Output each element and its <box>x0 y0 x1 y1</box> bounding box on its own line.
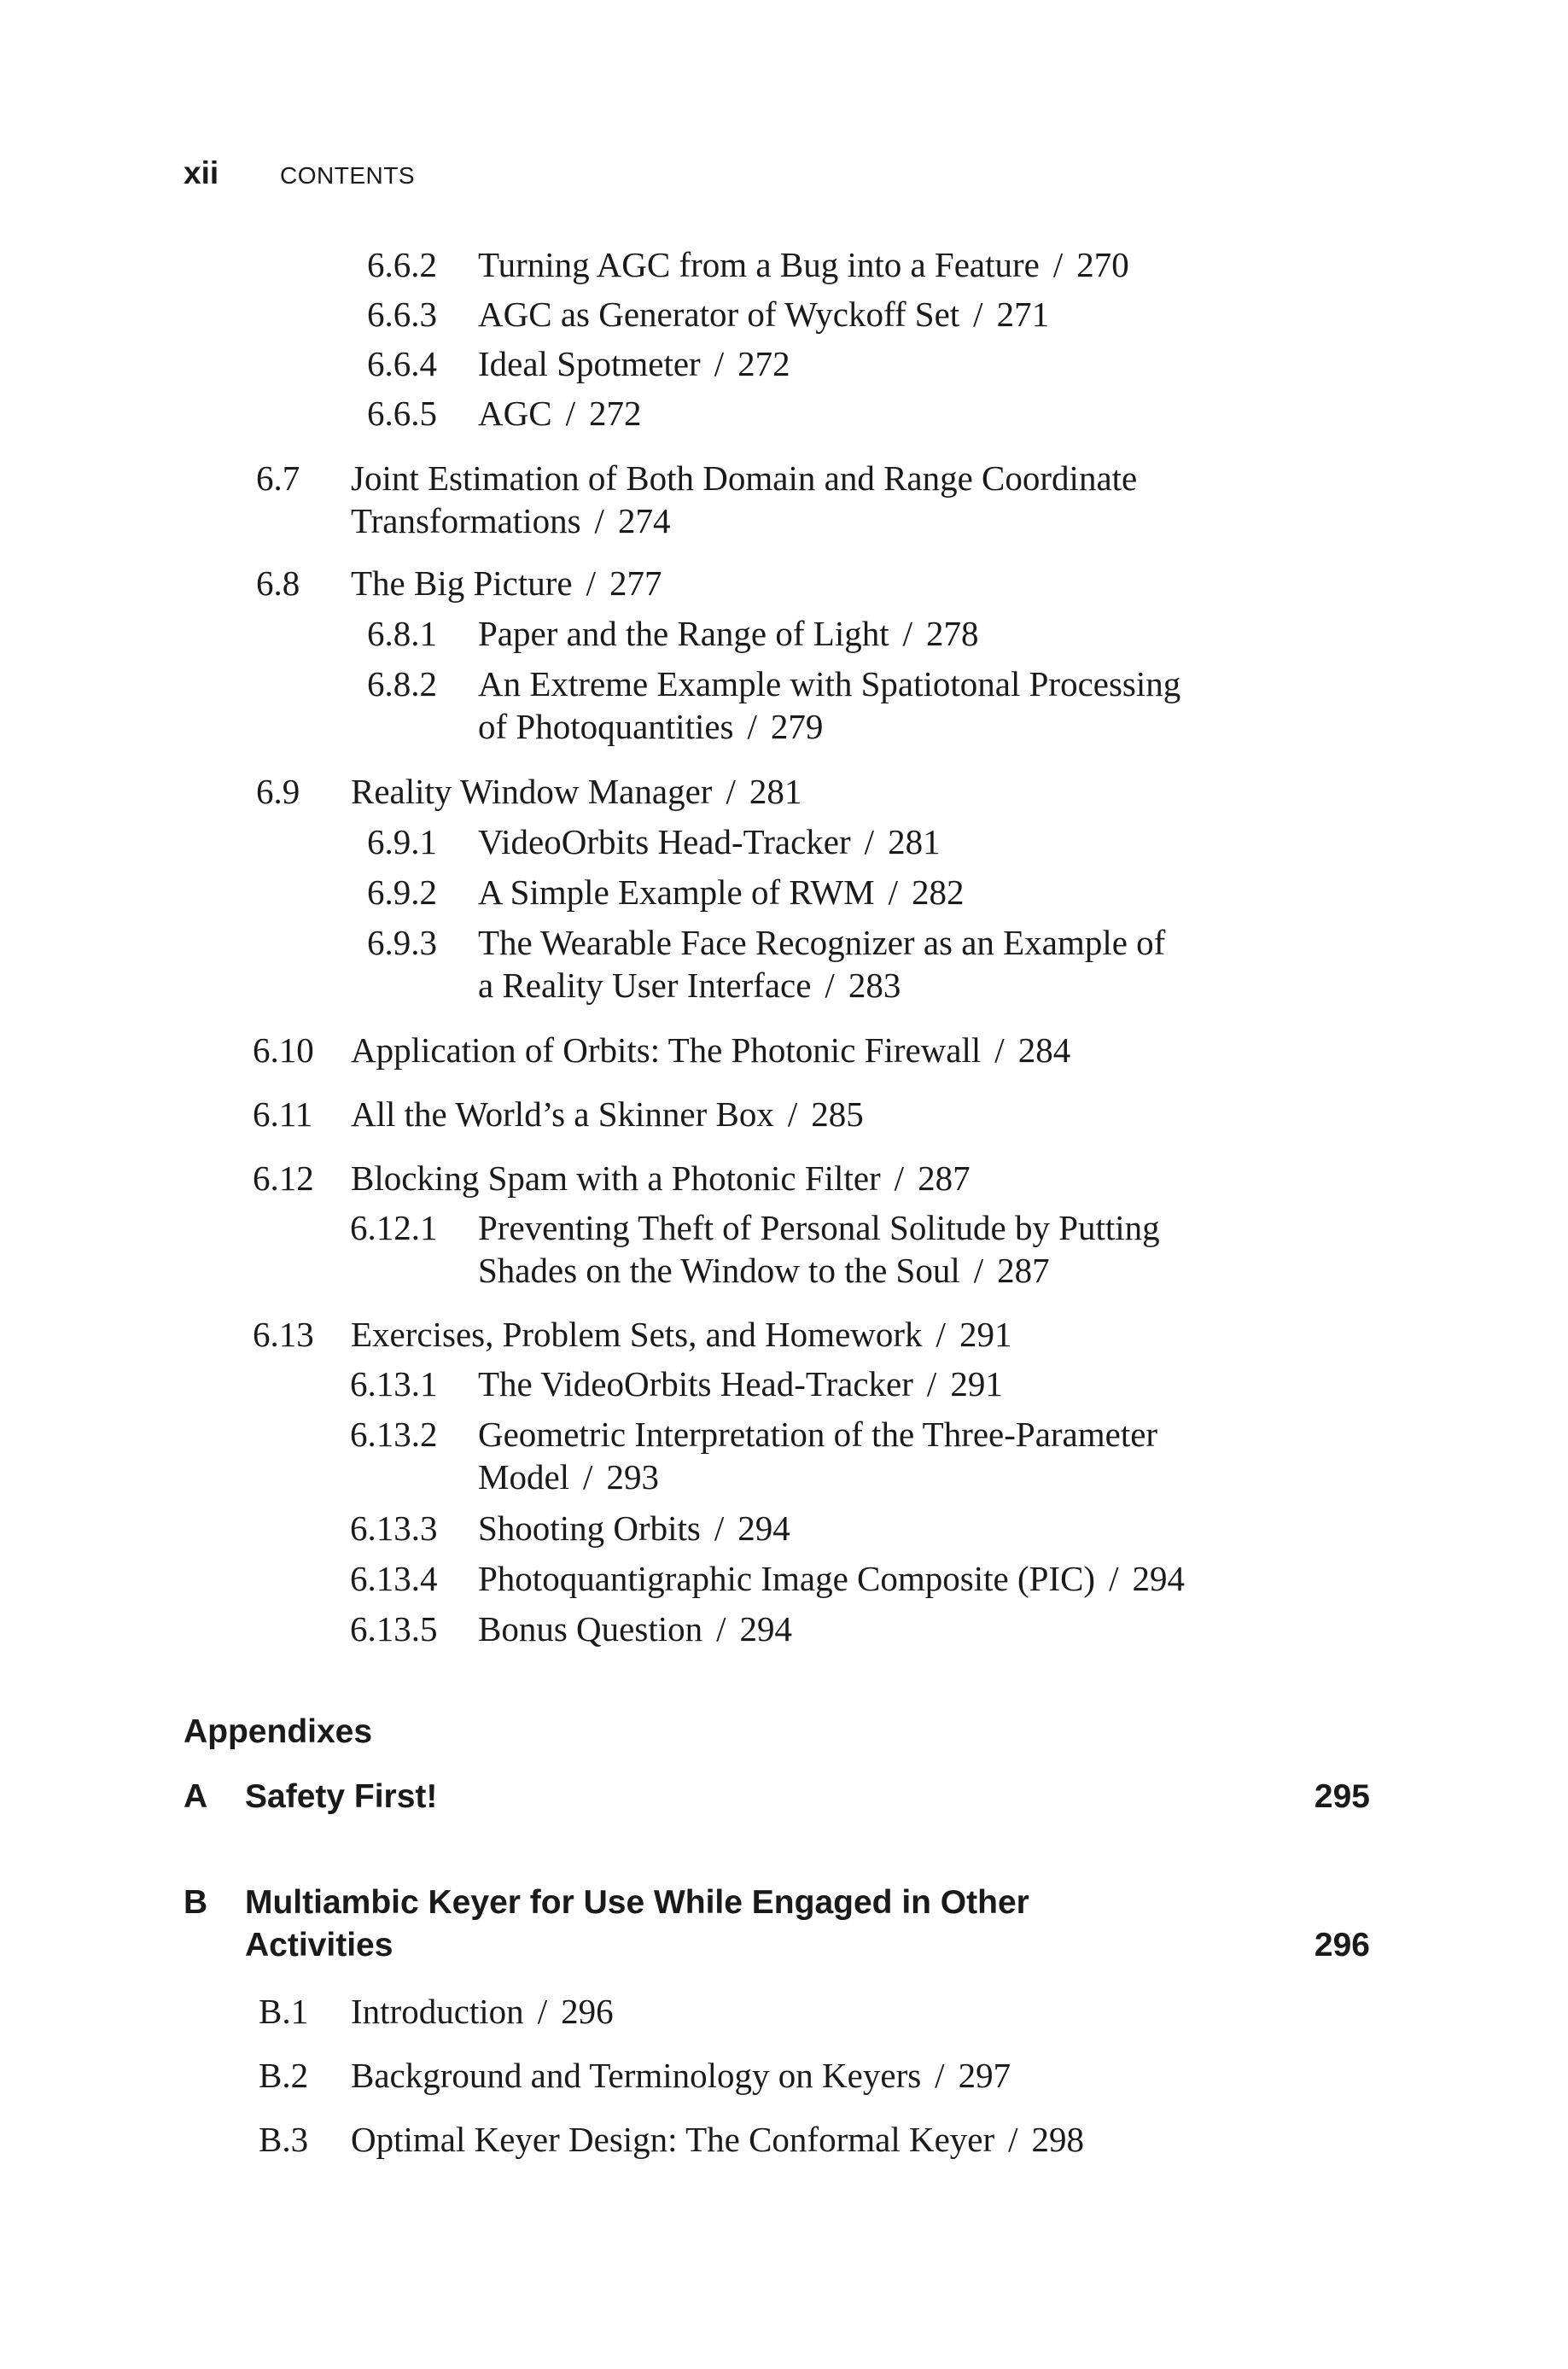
entry-title: Shades on the Window to the Soul / 287 <box>478 1251 1050 1290</box>
entry-title: Introduction / 296 <box>351 1992 614 2031</box>
entry-title: The Big Picture / 277 <box>351 563 662 603</box>
entry-title: The VideoOrbits Head-Tracker / 291 <box>478 1364 1003 1403</box>
entry-title: Exercises, Problem Sets, and Homework / 291 <box>351 1315 1012 1354</box>
entry-title: Geometric Interpretation of the Three-Parameter <box>478 1415 1158 1454</box>
entry-title: of Photoquantities / 279 <box>478 707 824 746</box>
appendix-letter: A <box>184 1778 208 1815</box>
entry-title: Ideal Spotmeter / 272 <box>478 344 790 383</box>
entry-page: 281 <box>888 822 941 861</box>
entry-title: The Wearable Face Recognizer as an Example of <box>478 923 1166 962</box>
entry-title: Reality Window Manager / 281 <box>351 772 802 811</box>
entry-title: Preventing Theft of Personal Solitude by Putting <box>478 1208 1160 1247</box>
entry-title: A Simple Example of RWM / 282 <box>478 872 965 912</box>
entry-title: Bonus Question / 294 <box>478 1609 793 1648</box>
appendix-page: 296 <box>1314 1927 1370 1963</box>
entry-page: 274 <box>617 501 671 540</box>
entry-page: 283 <box>848 966 901 1005</box>
entry-page: 272 <box>588 394 642 433</box>
entry-number: 6.6.5 <box>367 394 437 433</box>
entry-title: AGC / 272 <box>478 394 642 433</box>
entry-page: 298 <box>1031 2120 1085 2159</box>
entry-number: B.1 <box>259 1992 309 2031</box>
entry-title: Transformations / 274 <box>351 501 671 540</box>
entry-number: 6.13.2 <box>350 1415 438 1454</box>
entry-number: B.3 <box>259 2120 309 2159</box>
entry-page: 294 <box>1132 1559 1185 1598</box>
entry-title: Paper and the Range of Light / 278 <box>478 614 979 653</box>
appendix-title: Multiambic Keyer for Use While Engaged in Other <box>245 1884 1029 1921</box>
entry-number: 6.10 <box>253 1030 314 1070</box>
entry-title: a Reality User Interface / 283 <box>478 966 901 1005</box>
entry-number: 6.8.1 <box>367 614 437 653</box>
entry-page: 291 <box>950 1364 1003 1403</box>
entry-title: Background and Terminology on Keyers / 297 <box>351 2056 1011 2095</box>
entry-page: 282 <box>912 872 965 912</box>
entry-page: 293 <box>606 1457 659 1497</box>
entry-page: 287 <box>997 1251 1050 1290</box>
entry-title: An Extreme Example with Spatiotonal Processing <box>478 664 1181 703</box>
entry-page: 278 <box>926 614 979 653</box>
entry-number: 6.8.2 <box>367 664 437 703</box>
entry-number: 6.6.2 <box>367 245 437 284</box>
entry-page: 277 <box>609 563 662 603</box>
entry-title: Application of Orbits: The Photonic Firewall / 284 <box>351 1030 1071 1070</box>
entry-title: Shooting Orbits / 294 <box>478 1508 790 1548</box>
entry-number: 6.13.1 <box>350 1364 438 1403</box>
entry-title: Photoquantigraphic Image Composite (PIC) / 294 <box>478 1559 1185 1598</box>
entry-title: Turning AGC from a Bug into a Feature / 270 <box>478 245 1129 284</box>
entry-page: 272 <box>737 344 790 383</box>
entry-page: 271 <box>996 295 1050 334</box>
appendixes-heading: Appendixes <box>184 1713 373 1750</box>
entry-number: 6.13.4 <box>350 1559 438 1598</box>
entry-number: 6.12.1 <box>350 1208 438 1247</box>
running-header <box>184 155 415 198</box>
appendix-letter: B <box>184 1884 208 1921</box>
entry-title: AGC as Generator of Wyckoff Set / 271 <box>478 295 1050 334</box>
appendix-title: Safety First! <box>245 1778 438 1815</box>
appendix-page: 295 <box>1314 1778 1370 1815</box>
entry-title: Joint Estimation of Both Domain and Range Coordinate <box>351 458 1138 498</box>
appendix-title: Activities <box>245 1927 393 1963</box>
running-head: CONTENTS <box>280 162 415 189</box>
entry-number: 6.7 <box>256 458 300 498</box>
entry-number: 6.9.3 <box>367 923 437 962</box>
entry-number: 6.11 <box>253 1094 313 1134</box>
page-number: xii <box>184 155 219 190</box>
entry-page: 294 <box>737 1508 790 1548</box>
entry-page: 284 <box>1017 1030 1071 1070</box>
entry-number: 6.12 <box>253 1158 314 1198</box>
entry-number: 6.13.3 <box>350 1508 438 1548</box>
entry-page: 281 <box>749 772 802 811</box>
entry-number: 6.9.2 <box>367 872 437 912</box>
entry-number: 6.13 <box>253 1315 314 1354</box>
entry-page: 285 <box>811 1094 864 1134</box>
entry-number: 6.9 <box>256 772 300 811</box>
entry-number: 6.6.3 <box>367 295 437 334</box>
entry-number: 6.9.1 <box>367 822 437 861</box>
entry-page: 279 <box>770 707 824 746</box>
entry-page: 294 <box>739 1609 793 1648</box>
entry-page: 270 <box>1076 245 1129 284</box>
entry-page: 287 <box>918 1158 971 1198</box>
entry-title: Model / 293 <box>478 1457 659 1497</box>
entry-page: 291 <box>959 1315 1012 1354</box>
entry-title: All the World’s a Skinner Box / 285 <box>351 1094 864 1134</box>
entry-number: 6.8 <box>256 563 300 603</box>
entry-number: 6.13.5 <box>350 1609 438 1648</box>
entry-number: 6.6.4 <box>367 344 437 383</box>
entry-title: Optimal Keyer Design: The Conformal Keyer / 298 <box>351 2120 1085 2159</box>
entry-title: Blocking Spam with a Photonic Filter / 287 <box>351 1158 971 1198</box>
entry-page: 296 <box>561 1992 614 2031</box>
entry-page: 297 <box>958 2056 1011 2095</box>
entry-title: VideoOrbits Head-Tracker / 281 <box>478 822 941 861</box>
entry-number: B.2 <box>259 2056 309 2095</box>
